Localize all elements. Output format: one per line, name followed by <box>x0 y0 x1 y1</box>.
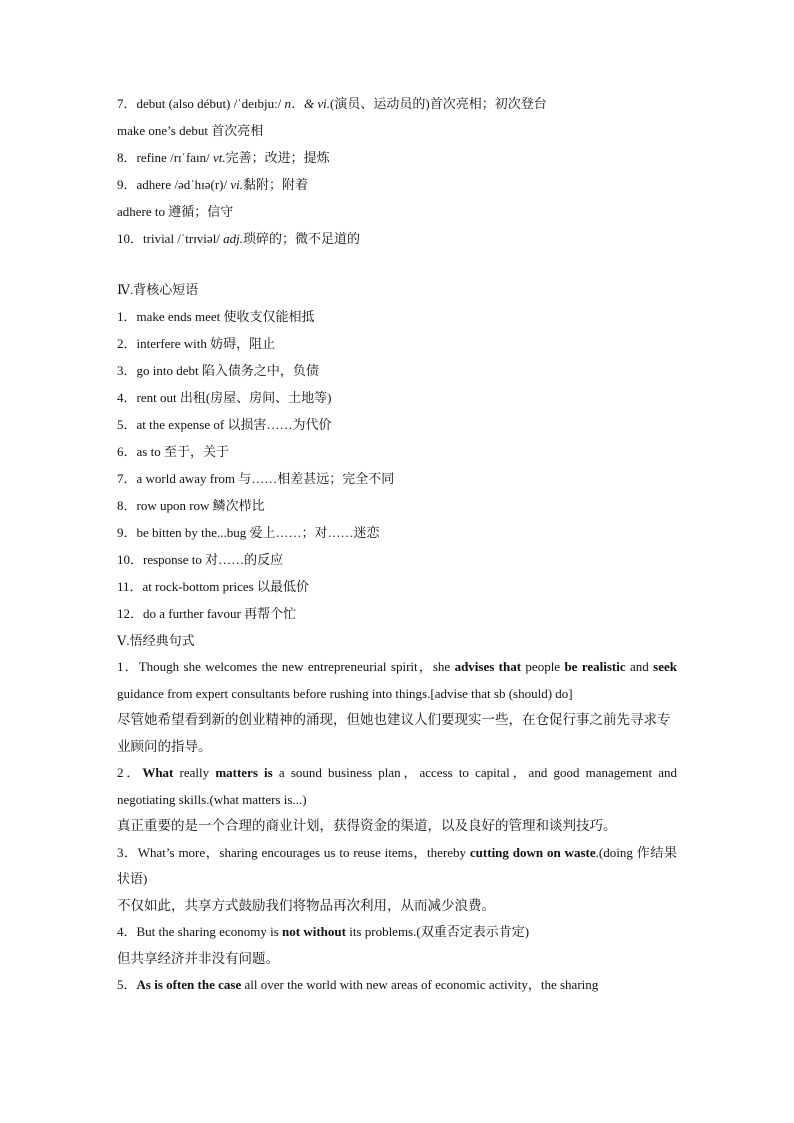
item-number: 9． <box>117 177 137 192</box>
spacer <box>117 252 677 276</box>
text: all over the world with new areas of economic activity，the sharing <box>241 977 599 992</box>
vocab-word: refine /rɪˈfaɪn/ <box>136 150 214 165</box>
document-page <box>117 90 677 999</box>
vocab-meaning: 黏附；附着 <box>243 177 309 192</box>
phrase-item: 3．go into debt 陷入债务之中，负债 <box>117 363 319 378</box>
text: people <box>521 659 565 674</box>
vocab-word: trivial /ˈtrɪviəl/ <box>143 231 224 246</box>
section-heading-sentences: Ⅴ.悟经典句式 <box>117 633 195 648</box>
phrase-item: 12．do a further favour 再帮个忙 <box>117 606 297 621</box>
sentence-1 <box>117 654 677 707</box>
text: 4．But the sharing economy is <box>117 924 283 939</box>
part-of-speech: vi. <box>230 177 243 192</box>
sentence-3-translation: 不仅如此，共享方式鼓励我们将物品再次利用，从而减少浪费。 <box>117 897 495 914</box>
phrase-item: 11．at rock-bottom prices 以最低价 <box>117 579 309 594</box>
sentence-4 <box>117 919 677 946</box>
text: 1．Though she welcomes the new entrepreneurial spirit，she <box>117 659 455 674</box>
text: a sound business plan，access to capital，and good management and negotiating skills.(what matters is...) <box>117 765 677 807</box>
sentence-2-translation: 真正重要的是一个合理的商业计划，获得资金的渠道，以及良好的管理和谈判技巧。 <box>117 818 617 834</box>
vocab-meaning: 琐碎的；微不足道的 <box>243 231 361 246</box>
vocab-item-debut <box>117 90 677 117</box>
key-phrase: not without <box>282 924 346 939</box>
vocab-item-adhere <box>117 171 677 198</box>
text: its problems.(双重否定表示肯定) <box>345 924 530 939</box>
vocab-item-trivial <box>117 225 677 252</box>
vocab-word: debut (also début) /ˈdeɪbjuː/ <box>136 96 285 111</box>
vocab-word: adhere /ədˈhɪə(r)/ <box>136 177 231 192</box>
key-phrase: What <box>142 765 174 780</box>
vocab-phrase: adhere to 遵循；信守 <box>117 204 234 219</box>
sentence-1-translation: 尽管她希望看到新的创业精神的涌现，但她也建议人们要现实一些，在仓促行事之前先寻求专业顾问的指导。 <box>117 712 671 755</box>
sentence-5 <box>117 972 677 999</box>
text: and <box>625 659 654 674</box>
item-number: 8． <box>117 150 137 165</box>
vocab-meaning: 完善；改进；提炼 <box>225 150 330 165</box>
section-heading-phrases: Ⅳ.背核心短语 <box>117 282 199 297</box>
sentence-4-translation: 但共享经济并非没有问题。 <box>117 950 279 967</box>
text: 2． <box>117 765 143 780</box>
text: 3．What’s more，sharing encourages us to reuse items，thereby <box>117 844 470 860</box>
vocab-meaning: (演员、运动员的)首次亮相；初次登台 <box>330 96 547 111</box>
phrase-item: 4．rent out 出租(房屋、房间、土地等) <box>117 390 332 405</box>
phrase-item: 8．row upon row 鳞次栉比 <box>117 498 265 513</box>
key-phrase: As is often the case <box>136 977 242 992</box>
phrase-item: 6．as to 至于，关于 <box>117 444 229 459</box>
phrase-item: 7．a world away from 与……相差甚远；完全不同 <box>117 471 395 486</box>
text: .(doing 作结果状语) <box>117 844 677 886</box>
text: really <box>173 765 216 780</box>
key-phrase: matters is <box>215 765 273 780</box>
phrase-item: 1．make ends meet 使收支仅能相抵 <box>117 309 315 324</box>
phrase-item: 5．at the expense of 以损害……为代价 <box>117 417 332 432</box>
phrase-item: 2．interfere with 妨碍，阻止 <box>117 336 276 351</box>
phrase-item: 10．response to 对……的反应 <box>117 552 284 567</box>
key-phrase: advises that <box>454 659 522 674</box>
sentence-3 <box>117 840 677 893</box>
item-number: 10． <box>117 231 144 246</box>
part-of-speech: n．& vi. <box>284 96 331 111</box>
key-phrase: cutting down on waste <box>469 844 596 860</box>
sentence-2 <box>117 760 677 813</box>
part-of-speech: vt. <box>213 150 226 165</box>
vocab-phrase: make one’s debut 首次亮相 <box>117 123 264 138</box>
text: 5． <box>117 977 137 992</box>
text: guidance from expert consultants before rushing into things.[advise that sb (should) do] <box>117 685 573 701</box>
vocab-item-refine <box>117 144 677 171</box>
key-phrase: seek <box>653 659 677 674</box>
phrase-item: 9．be bitten by the...bug 爱上……；对……迷恋 <box>117 525 380 540</box>
item-number: 7． <box>117 96 137 111</box>
part-of-speech: adj. <box>223 231 244 246</box>
key-phrase: be realistic <box>564 659 626 674</box>
